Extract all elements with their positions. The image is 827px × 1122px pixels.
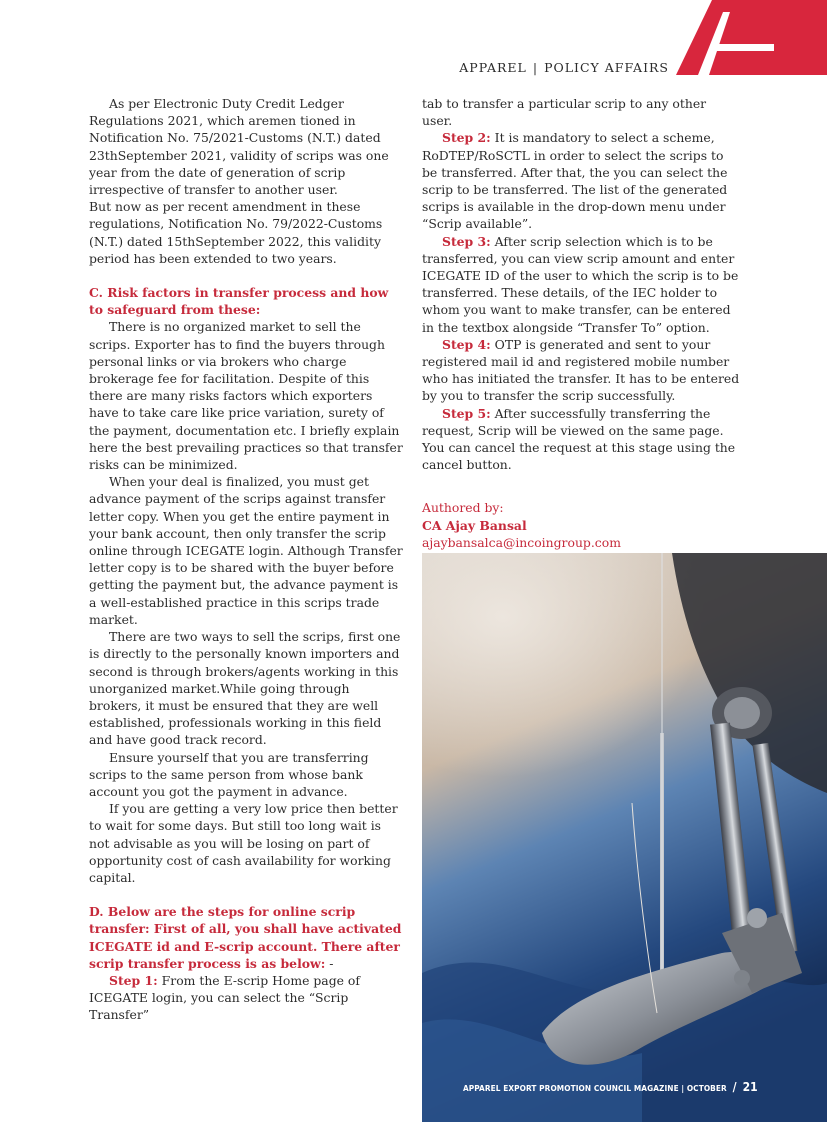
paragraph: If you are getting a very low price then better to wait for some days. But still too long wait is not advisable as you will be losing on part of opportunity cost of cash availability for working capital.	[89, 801, 398, 885]
authored-by-label: Authored by:	[422, 500, 504, 516]
author-email-link[interactable]: ajaybansalca@incoingroup.com	[422, 534, 621, 550]
step-2-label: Step 2:	[442, 130, 491, 146]
step-5-text: After successfully transferring the request, Scrip will be viewed on the same page. You can cancel the request at this stage using the cancel button.	[422, 405, 736, 473]
section-label: APPAREL	[459, 60, 527, 75]
step-5-label: Step 5:	[442, 405, 491, 421]
step-1	[89, 972, 403, 1024]
section-heading-c: C. Risk factors in transfer process and how to safeguard from these:	[89, 285, 389, 318]
step-1-text: From the E-scrip Home page of ICEGATE login, you can select the “Scrip Transfer”	[89, 972, 360, 1023]
heading-d-text: D. Below are the steps for online scrip transfer: First of all, you shall have activated ICEGATE id and E-scrip account. There after scrip transfer process is as below:	[89, 904, 402, 971]
section-header	[459, 60, 669, 75]
footer-page-sep: /	[728, 1080, 741, 1094]
step-2	[422, 129, 740, 232]
paragraph: As per Electronic Duty Credit Ledger Regulations 2021, which aremen tioned in Notification No. 75/2021-Customs (N.T.) dated 23thSeptember 2021, validity of scrips was one year from the date of generation of scrip irrespective of transfer to another user.	[89, 96, 389, 198]
subsection-label: POLICY AFFAIRS	[544, 60, 669, 75]
step-4-text: OTP is generated and sent to your registered mail id and registered mobile number who has initiated the transfer. It has to be entered by you to transfer the scrip successfully.	[422, 336, 740, 404]
step-2-text: It is mandatory to select a scheme, RoDTEP/RoSCTL in order to select the scrips to be transferred. After that, the you can select the scrip to be transferred. The list of the generated scrips is available in the drop-down menu under “Scrip available”.	[422, 130, 728, 232]
magazine-logo	[676, 0, 827, 75]
footer-magazine: APPAREL EXPORT PROMOTION COUNCIL MAGAZINE | OCTOBER	[463, 1083, 727, 1093]
step-3-label: Step 3:	[442, 233, 491, 249]
page-number: 21	[742, 1080, 758, 1094]
paragraph: But now as per recent amendment in these regulations, Notification No. 79/2022-Customs (N.T.) dated 15thSeptember 2022, this validity period has been extended to two years.	[89, 199, 383, 266]
step-5	[422, 405, 740, 474]
step-4-label: Step 4:	[442, 336, 491, 352]
step-4	[422, 336, 740, 405]
section-heading-d	[89, 903, 403, 972]
heading-d-suffix: -	[325, 955, 334, 971]
paragraph: There is no organized market to sell the scrips. Exporter has to find the buyers through personal links or via brokers who charge brokerage fee for facilitation. Despite of this there are many risks factors which exporters have to take care like price variation, surety of the payment, documentation etc. I briefly explain here the best prevailing practices so that transfer risks can be minimized.	[89, 319, 403, 473]
left-column	[89, 95, 403, 1024]
step-1-label: Step 1:	[109, 972, 158, 988]
paragraph: When your deal is finalized, you must get advance payment of the scrips against transfer letter copy. When you get the entire payment in your bank account, then only transfer the scrip online through ICEGATE login. Although Transfer letter copy is to be shared with the buyer before getting the payment but, the advance payment is a well-established practice in this scrips trade market.	[89, 474, 403, 627]
step-3-text: After scrip selection which is to be transferred, you can view scrip amount and enter ICEGATE ID of the user to which the scrip is to be transferred. These details, of the IEC holder to whom you want to make transfer, can be entered in the textbox alongside “Transfer To” option.	[422, 233, 739, 335]
step-3	[422, 233, 740, 336]
paragraph: tab to transfer a particular scrip to any other user.	[422, 96, 707, 129]
page-footer	[463, 1080, 758, 1094]
author-block	[422, 499, 740, 551]
right-column	[422, 95, 740, 551]
paragraph: Ensure yourself that you are transferring scrips to the same person from whose bank account you got the payment in advance.	[89, 749, 369, 799]
paragraph: There are two ways to sell the scrips, first one is directly to the personally known importers and second is through brokers/agents working in this unorganized market.While going through brokers, it must be ensured that they are well established, professionals working in this field and have good track record.	[89, 629, 401, 748]
sewing-machine-photo	[422, 553, 827, 1122]
header-separator: |	[532, 60, 539, 75]
author-name: CA Ajay Bansal	[422, 517, 527, 533]
